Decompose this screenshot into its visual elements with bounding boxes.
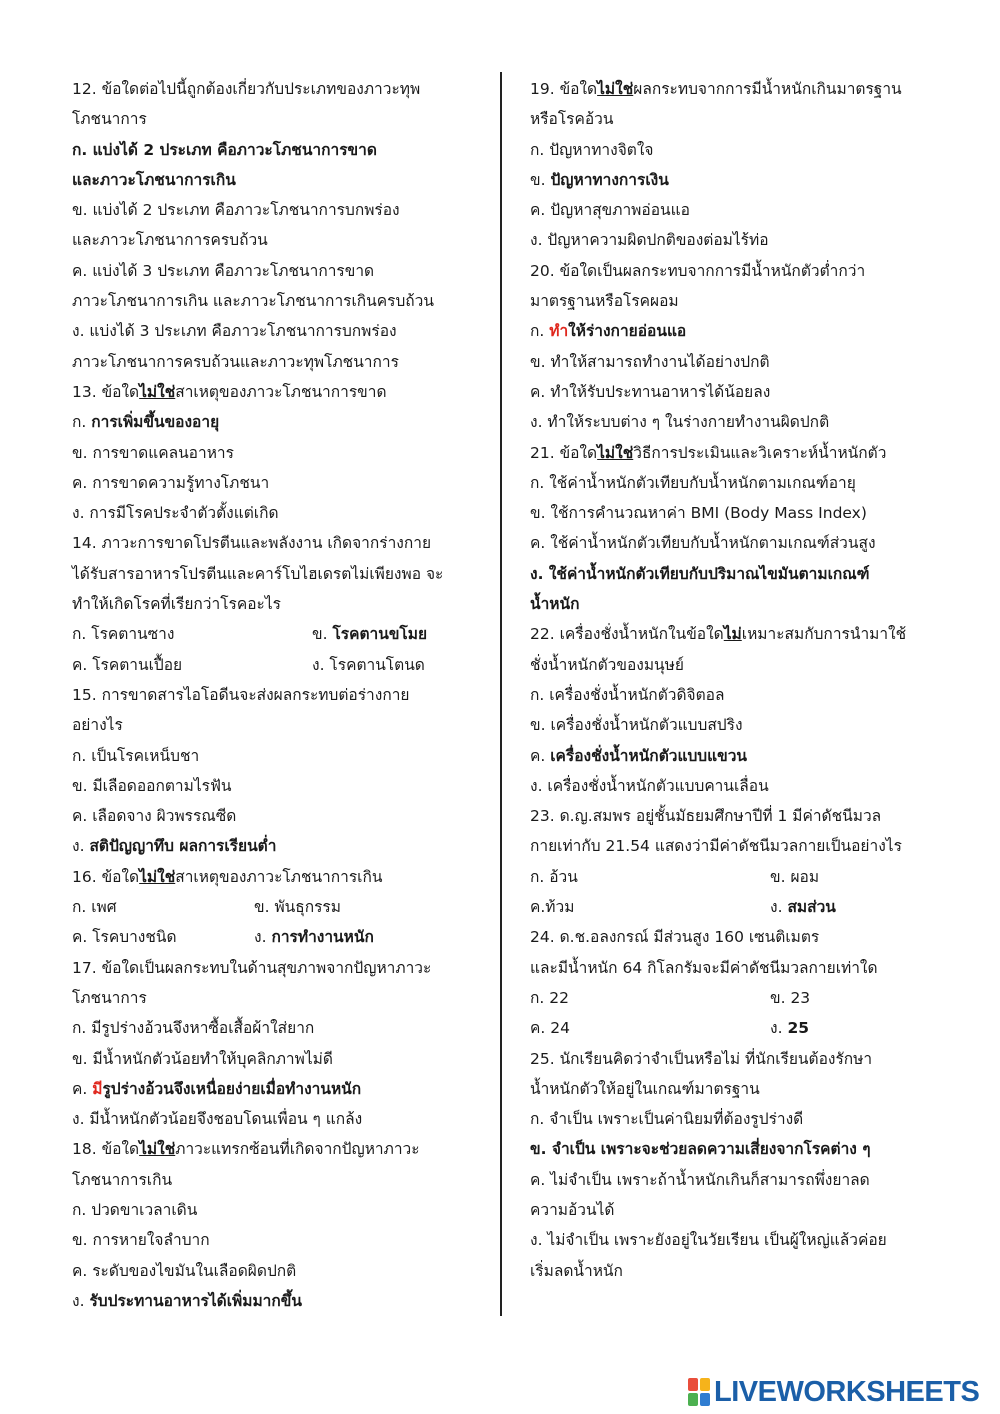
answer-text: การทำงานหนัก: [271, 928, 374, 947]
question-text: สาเหตุของภาวะโภชนาการเกิน: [175, 867, 383, 886]
question-text: อย่างไร: [72, 716, 123, 735]
question-text: ข. ผอม: [770, 867, 820, 886]
question-text: และภาวะโภชนาการครบถ้วน: [72, 231, 268, 250]
text-line: [530, 559, 930, 589]
question-text: 25. นักเรียนคิดว่าจำเป็นหรือไม่ ที่นักเรียนต้องรักษา: [530, 1049, 873, 1068]
text-line: [72, 135, 482, 165]
option-cell: [530, 862, 770, 892]
question-text: ค. ไม่จำเป็น เพราะถ้าน้ำหนักเกินก็สามารถพึ่งยาลด: [530, 1170, 870, 1189]
text-line: [72, 1256, 482, 1286]
question-text: ก. โรคตานซาง: [72, 625, 175, 644]
text-line: [530, 983, 930, 1013]
text-line: [72, 1195, 482, 1225]
question-text: วิธีการประเมินและวิเคราะห์น้ำหนักตัว: [633, 443, 887, 462]
text-line: [72, 892, 482, 922]
question-text: สาเหตุของภาวะโภชนาการขาด: [175, 382, 387, 401]
question-text: ง.: [72, 1291, 90, 1310]
text-line: [530, 377, 930, 407]
text-line: [530, 1134, 930, 1164]
question-text: ก.: [72, 413, 92, 432]
question-text: ง.: [72, 837, 90, 856]
option-cell: [770, 862, 819, 892]
question-text: โภชนาการ: [72, 988, 147, 1007]
text-line: [530, 1044, 930, 1074]
text-line: [72, 256, 482, 286]
logo-square-1: [688, 1378, 698, 1391]
question-text: ค.ท้วม: [530, 898, 575, 917]
text-line: [530, 195, 930, 225]
question-text: ก. ใช้ค่าน้ำหนักตัวเทียบกับน้ำหนักตามเกณฑ์อายุ: [530, 473, 856, 492]
question-text: 17. ข้อใดเป็นผลกระทบในด้านสุขภาพจากปัญหาภาวะ: [72, 958, 432, 977]
text-line: [72, 438, 482, 468]
answer-text: โรคตานขโมย: [332, 625, 428, 644]
question-text: ค. ใช้ค่าน้ำหนักตัวเทียบกับน้ำหนักตามเกณฑ์ส่วนสูง: [530, 534, 876, 553]
question-text: ง.: [770, 1019, 788, 1038]
question-text: 23. ด.ญ.สมพร อยู่ชั้นมัธยมศึกษาปีที่ 1 มีค่าดัชนีมวล: [530, 807, 882, 826]
text-line: [530, 741, 930, 771]
emphasis-underlined: ไม่ใช่: [139, 1140, 176, 1159]
text-line: [530, 225, 930, 255]
question-text: โภชนาการเกิน: [72, 1170, 173, 1189]
text-line: [530, 347, 930, 377]
column-divider: [500, 72, 502, 1316]
text-line: [72, 680, 482, 710]
question-text: และมีน้ำหนัก 64 กิโลกรัมจะมีค่าดัชนีมวลกายเท่าใด: [530, 958, 878, 977]
question-text: ก. มีรูปร่างอ้วนจึงหาซื้อเสื้อผ้าใส่ยาก: [72, 1019, 315, 1038]
text-line: [530, 680, 930, 710]
question-text: ความอ้วนได้: [530, 1200, 615, 1219]
text-line: [72, 619, 482, 649]
question-text: ก. อ้วน: [530, 867, 578, 886]
question-text: 16. ข้อใด: [72, 867, 140, 886]
text-line: [530, 801, 930, 831]
text-line: [72, 771, 482, 801]
text-line: [72, 559, 482, 589]
question-text: 20. ข้อใดเป็นผลกระทบจากการมีน้ำหนักตัวต่ำกว่า: [530, 261, 866, 280]
answer-text: สมส่วน: [787, 898, 836, 917]
question-text: ได้รับสารอาหารโปรตีนและคาร์โบไฮเดรตไม่เพียงพอ จะ: [72, 564, 444, 583]
question-text: ง. การมีโรคประจำตัวตั้งแต่เกิด: [72, 504, 279, 523]
question-text: ง.: [770, 898, 788, 917]
question-text: ภาวะแทรกซ้อนที่เกิดจากปัญหาภาวะ: [175, 1140, 420, 1159]
question-text: ก. ปัญหาทางจิตใจ: [530, 140, 654, 159]
liveworksheets-logo-icon: [688, 1378, 710, 1406]
logo-square-4: [700, 1393, 710, 1406]
text-line: [72, 74, 482, 104]
question-text: ผลกระทบจากการมีน้ำหนักเกินมาตรฐาน: [633, 80, 902, 98]
text-line: [72, 710, 482, 740]
answer-text: ให้ร่างกายอ่อนแอ: [568, 322, 687, 341]
question-text: ข. มีน้ำหนักตัวน้อยทำให้บุคลิกภาพไม่ดี: [72, 1049, 333, 1068]
text-line: [530, 286, 930, 316]
right-column: [530, 74, 930, 1286]
logo-square-2: [700, 1378, 710, 1391]
question-text: ค. การขาดความรู้ทางโภชนา: [72, 473, 270, 492]
question-text: ง.: [254, 928, 272, 947]
question-text: ข.: [530, 170, 551, 189]
text-line: [72, 528, 482, 558]
question-text: ง. โรคตานโตนด: [312, 655, 425, 674]
text-line: [530, 1195, 930, 1225]
question-text: หรือโรคอ้วน: [530, 110, 614, 129]
question-text: ก. เครื่องชั่งน้ำหนักตัวดิจิตอล: [530, 685, 725, 704]
answer-text: สติปัญญาทึบ ผลการเรียนต่ำ: [89, 837, 277, 856]
text-line: [72, 1044, 482, 1074]
text-line: [530, 619, 930, 649]
option-cell: [72, 650, 312, 680]
answer-text: ก. แบ่งได้ 2 ประเภท คือภาวะโภชนาการขาด: [72, 140, 377, 159]
option-cell: [254, 922, 374, 952]
option-cell: [770, 1013, 809, 1043]
question-text: ข. การขาดแคลนอาหาร: [72, 443, 234, 462]
question-text: 18. ข้อใด: [72, 1140, 140, 1159]
question-text: ข.: [312, 625, 333, 644]
question-text: ชั่งน้ำหนักตัวของมนุษย์: [530, 655, 684, 674]
question-text: ค. เลือดจาง ผิวพรรณซีด: [72, 807, 237, 826]
logo-text: LIVEWORKSHEETS: [714, 1375, 980, 1408]
question-text: ง. เครื่องชั่งน้ำหนักตัวแบบคานเลื่อน: [530, 776, 769, 795]
text-line: [72, 1286, 482, 1316]
option-cell: [770, 892, 836, 922]
question-text: ค. โรคบางชนิด: [72, 928, 177, 947]
answer-text: 25: [787, 1019, 810, 1038]
question-text: ข. การหายใจลำบาก: [72, 1231, 210, 1250]
question-text: 21. ข้อใด: [530, 443, 598, 462]
text-line: [72, 589, 482, 619]
option-cell: [770, 983, 810, 1013]
text-line: [72, 953, 482, 983]
text-line: [72, 498, 482, 528]
text-line: [530, 1256, 930, 1286]
text-line: [72, 1013, 482, 1043]
text-line: [530, 589, 930, 619]
text-line: [530, 1225, 930, 1255]
answer-text: ง. ใช้ค่าน้ำหนักตัวเทียบกับปริมาณไขมันตามเกณฑ์: [530, 564, 870, 583]
question-text: ค. ปัญหาสุขภาพอ่อนแอ: [530, 201, 690, 220]
question-text: ง. ปัญหาความผิดปกติของต่อมไร้ท่อ: [530, 231, 769, 250]
option-cell: [530, 983, 770, 1013]
answer-text: เครื่องชั่งน้ำหนักตัวแบบแขวน: [550, 746, 748, 765]
text-line: [72, 862, 482, 892]
option-cell: [254, 892, 341, 922]
emphasis-underlined: ไม่ใช่: [139, 867, 176, 886]
question-text: ค. แบ่งได้ 3 ประเภท คือภาวะโภชนาการขาด: [72, 261, 375, 280]
text-line: [530, 1074, 930, 1104]
text-line: [72, 650, 482, 680]
text-line: [530, 1165, 930, 1195]
option-cell: [72, 619, 312, 649]
text-line: [72, 1074, 482, 1104]
option-cell: [312, 650, 425, 680]
answer-text: การเพิ่มขึ้นของอายุ: [91, 413, 220, 432]
text-line: [530, 528, 930, 558]
text-line: [72, 1134, 482, 1164]
left-column: [72, 74, 482, 1316]
question-text: ข. ทำให้สามารถทำงานได้อย่างปกติ: [530, 352, 770, 371]
answer-text: และภาวะโภชนาการเกิน: [72, 170, 236, 189]
text-line: [72, 831, 482, 861]
question-text: ค. 24: [530, 1019, 570, 1038]
question-text: ก.: [530, 322, 550, 341]
text-line: [72, 195, 482, 225]
text-line: [72, 801, 482, 831]
question-text: ง. ไม่จำเป็น เพราะยังอยู่ในวัยเรียน เป็นผู้ใหญ่แล้วค่อย: [530, 1231, 887, 1250]
question-text: ก. จำเป็น เพราะเป็นค่านิยมที่ต้องรูปร่างดี: [530, 1110, 804, 1129]
question-text: ค. ระดับของไขมันในเลือดผิดปกติ: [72, 1261, 297, 1280]
question-text: มาตรฐานหรือโรคผอม: [530, 292, 679, 311]
text-line: [72, 1165, 482, 1195]
emphasis-underlined: ไม่ใช่: [597, 80, 634, 98]
question-text: ภาวะโภชนาการเกิน และภาวะโภชนาการเกินครบถ้วน: [72, 292, 434, 311]
question-text: 12. ข้อใดต่อไปนี้ถูกต้องเกี่ยวกับประเภทของภาวะทุพ: [72, 80, 421, 98]
question-text: ง. มีน้ำหนักตัวน้อยจึงชอบโดนเพื่อน ๆ แกล้ง: [72, 1110, 363, 1129]
question-text: ข. มีเลือดออกตามไรฟัน: [72, 776, 232, 795]
question-text: เริ่มลดน้ำหนัก: [530, 1261, 623, 1280]
text-line: [72, 741, 482, 771]
question-text: ค. โรคตานเปื้อย: [72, 655, 183, 674]
question-text: ภาวะโภชนาการครบถ้วนและภาวะทุพโภชนาการ: [72, 352, 399, 371]
text-line: [530, 468, 930, 498]
text-line: [530, 165, 930, 195]
question-text: ข. ใช้การคำนวณหาค่า BMI (Body Mass Index): [530, 504, 867, 523]
text-line: [530, 1013, 930, 1043]
text-line: [530, 438, 930, 468]
answer-text: น้ำหนัก: [530, 595, 580, 614]
question-text: ข. 23: [770, 988, 811, 1007]
question-text: โภชนาการ: [72, 110, 147, 129]
answer-text: รับประทานอาหารได้เพิ่มมากขึ้น: [89, 1291, 302, 1310]
question-text: ก. เป็นโรคเหน็บชา: [72, 746, 200, 765]
option-cell: [312, 619, 427, 649]
text-line: [530, 407, 930, 437]
answer-text: รูปร่างอ้วนจึงเหนื่อยง่ายเมื่อทำงานหนัก: [102, 1079, 362, 1098]
emphasis-underlined: ไม่ใช่: [139, 382, 176, 401]
text-line: [72, 286, 482, 316]
question-text: ข. เครื่องชั่งน้ำหนักตัวแบบสปริง: [530, 716, 743, 735]
option-cell: [72, 922, 254, 952]
text-line: [72, 468, 482, 498]
emphasis-underlined: ไม่ใช่: [597, 443, 634, 462]
text-line: [530, 862, 930, 892]
emphasis-underlined: ไม่: [723, 625, 742, 644]
question-text: 24. ด.ช.อลงกรณ์ มีส่วนสูง 160 เซนติเมตร: [530, 928, 820, 947]
question-text: ค. ทำให้รับประทานอาหารได้น้อยลง: [530, 382, 771, 401]
text-line: [72, 1225, 482, 1255]
text-line: [530, 650, 930, 680]
question-text: เหมาะสมกับการนำมาใช้: [741, 625, 907, 644]
liveworksheets-logo[interactable]: [688, 1376, 979, 1408]
text-line: [530, 953, 930, 983]
option-cell: [530, 1013, 770, 1043]
text-line: [530, 1104, 930, 1134]
question-text: ค.: [530, 746, 551, 765]
answer-text: ทำ: [549, 322, 569, 341]
text-line: [530, 892, 930, 922]
text-line: [530, 831, 930, 861]
question-text: ง. แบ่งได้ 3 ประเภท คือภาวะโภชนาการบกพร่อง: [72, 322, 397, 341]
question-text: กายเท่ากับ 21.54 แสดงว่ามีค่าดัชนีมวลกายเป็นอย่างไร: [530, 837, 902, 856]
question-text: ก. เพศ: [72, 898, 117, 917]
text-line: [72, 377, 482, 407]
text-line: [72, 983, 482, 1013]
logo-square-3: [688, 1393, 698, 1406]
question-text: 13. ข้อใด: [72, 382, 140, 401]
option-cell: [530, 892, 770, 922]
text-line: [530, 135, 930, 165]
answer-text: ข. จำเป็น เพราะจะช่วยลดความเสี่ยงจากโรคต่าง ๆ: [530, 1140, 871, 1159]
question-text: 14. ภาวะการขาดโปรตีนและพลังงาน เกิดจากร่างกาย: [72, 534, 432, 553]
question-text: ก. ปวดขาเวลาเดิน: [72, 1200, 198, 1219]
text-line: [72, 922, 482, 952]
question-text: 22. เครื่องชั่งน้ำหนักในข้อใด: [530, 625, 724, 644]
text-line: [530, 316, 930, 346]
text-line: [72, 165, 482, 195]
question-text: ค.: [72, 1079, 93, 1098]
text-line: [530, 74, 930, 104]
text-line: [530, 498, 930, 528]
question-text: ข. พันธุกรรม: [254, 898, 341, 917]
text-line: [72, 104, 482, 134]
text-line: [72, 347, 482, 377]
option-cell: [72, 892, 254, 922]
question-text: ข. แบ่งได้ 2 ประเภท คือภาวะโภชนาการบกพร่อง: [72, 201, 400, 220]
question-text: ทำให้เกิดโรคที่เรียกว่าโรคอะไร: [72, 595, 281, 614]
question-text: ก. 22: [530, 988, 569, 1007]
question-text: ง. ทำให้ระบบต่าง ๆ ในร่างกายทำงานผิดปกติ: [530, 413, 830, 432]
question-text: 19. ข้อใด: [530, 80, 598, 98]
text-line: [530, 710, 930, 740]
text-line: [530, 922, 930, 952]
text-line: [72, 225, 482, 255]
text-line: [72, 316, 482, 346]
question-text: น้ำหนักตัวให้อยู่ในเกณฑ์มาตรฐาน: [530, 1079, 760, 1098]
text-line: [72, 407, 482, 437]
text-line: [72, 1104, 482, 1134]
answer-text: ปัญหาทางการเงิน: [550, 170, 669, 189]
text-line: [530, 104, 930, 134]
answer-text: มี: [92, 1079, 103, 1098]
text-line: [530, 771, 930, 801]
question-text: 15. การขาดสารไอโอดีนจะส่งผลกระทบต่อร่างกาย: [72, 685, 410, 704]
text-line: [530, 256, 930, 286]
